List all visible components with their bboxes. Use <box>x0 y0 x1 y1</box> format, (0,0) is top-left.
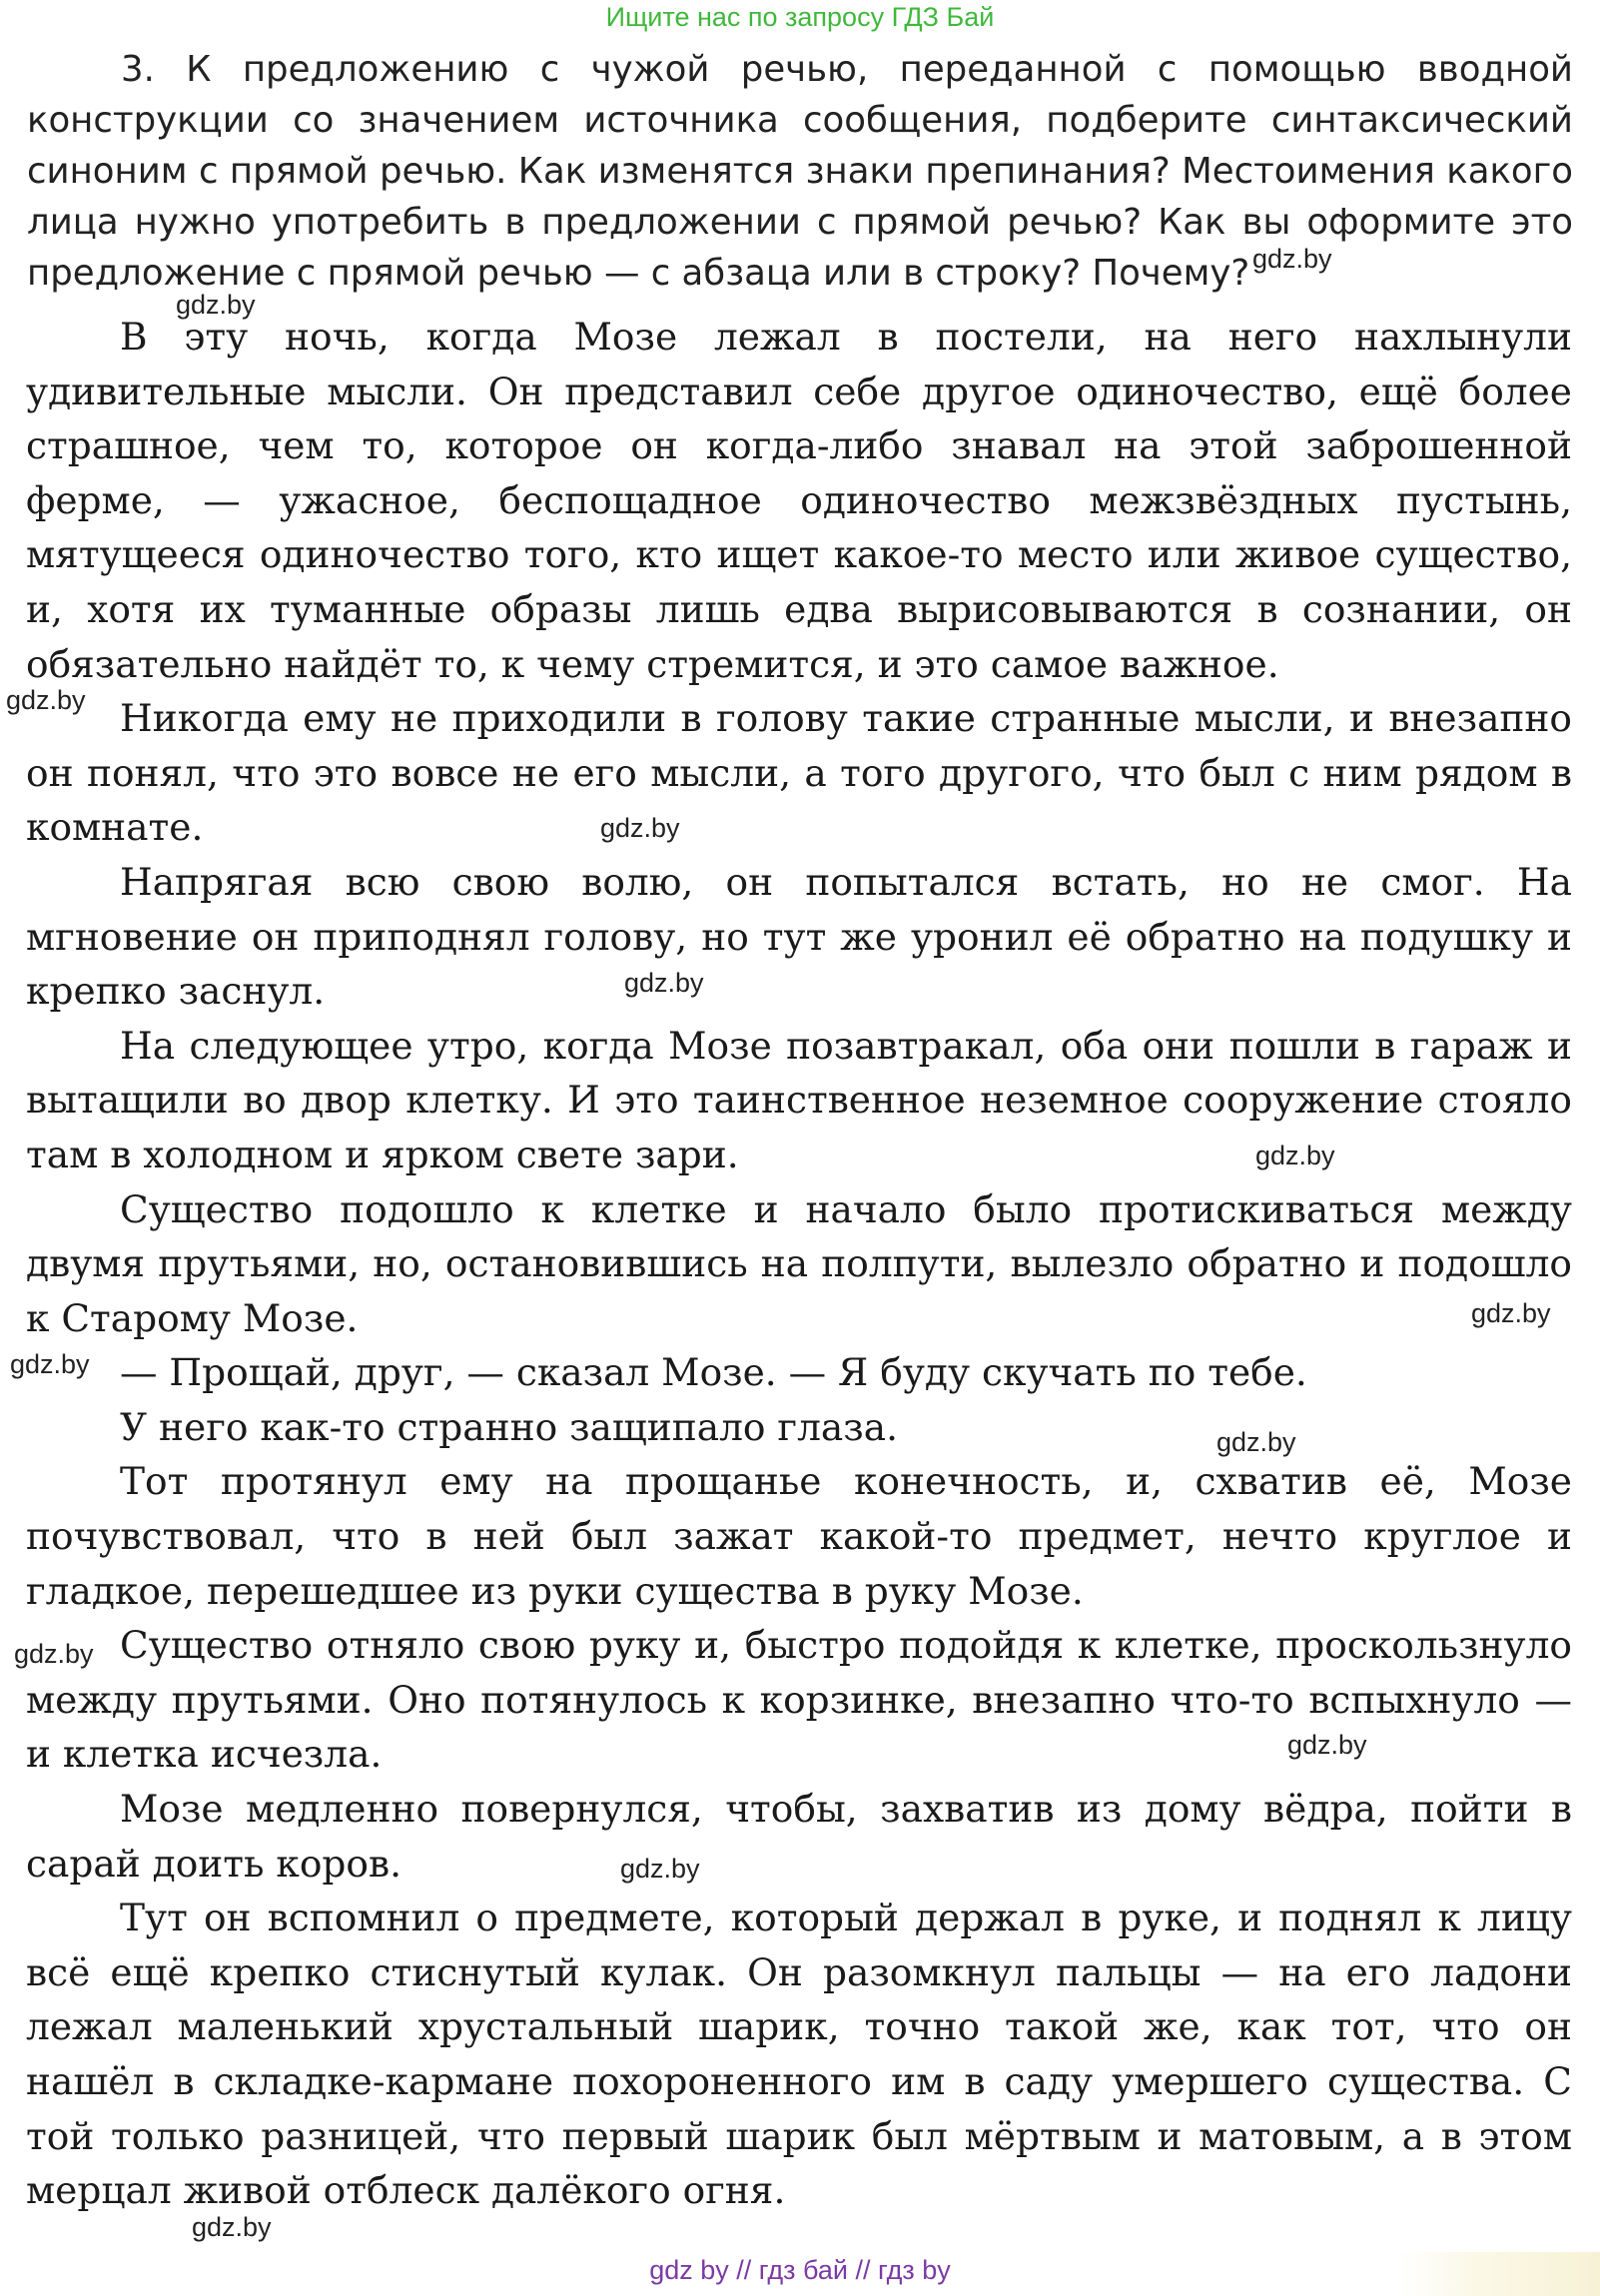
paragraph: Напрягая всю свою волю, он попытался встать, но не смог. На мгновение он приподнял голову, но тут же уронил её обратно на подушку и крепко заснул. <box>26 859 1572 1014</box>
watermark: gdz.by <box>1287 1730 1367 1760</box>
paragraph: Существо отняло свою руку и, быстро подойдя к клетке, проскользнуло между прутьями. Оно потянулось к корзинке, внезапно что-то вспыхнуло — и клетка исчезла. <box>26 1623 1572 1777</box>
watermark: gdz.by <box>1255 1141 1335 1170</box>
paragraph: Тот протянул ему на прощанье конечность, и, схватив её, Мозе почувствовал, что в ней был зажат какой-то предмет, нечто круглое и гладкое, перешедшее из руки существа в руку Мозе. <box>26 1459 1572 1613</box>
paragraph: Мозе медленно повернулся, чтобы, захватив из дому вёдра, пойти в сарай доить коров. <box>26 1787 1572 1886</box>
paragraph: Тут он вспомнил о предмете, который держал в руке, и поднял к лицу всё ещё крепко стиснутый кулак. Он разомкнул пальцы — на его ладони лежал маленький хрустальный шарик, точно такой же, как тот, что он нашёл в складке-кармане похороненного им в саду умершего существа. С той только разницей, что первый шарик был мёртвым и матовым, а в этом мерцал живой отблеск далёкого огня. <box>26 1896 1572 2213</box>
watermark: gdz.by <box>14 1639 94 1669</box>
top-banner: Ищите нас по запросу ГДЗ Бай <box>605 2 995 32</box>
watermark: gdz.by <box>176 290 256 320</box>
watermark: gdz.by <box>1471 1298 1551 1328</box>
watermark: gdz.by <box>600 813 680 843</box>
paragraph: Никогда ему не приходили в голову такие странные мысли, и внезапно он понял, что это вовсе не его мысли, а того другого, что был с ним рядом в комнате. <box>26 696 1572 850</box>
story-text <box>26 310 1572 2218</box>
watermark: gdz.by <box>624 968 704 998</box>
watermark: gdz.by <box>1216 1427 1296 1457</box>
watermark: gdz.by <box>192 2212 272 2242</box>
paragraph: На следующее утро, когда Мозе позавтракал, оба они пошли в гараж и вытащили во двор клетку. И это таинственное неземное сооружение стояло там в холодном и ярком свете зари. <box>26 1023 1572 1176</box>
paragraph: — Прощай, друг, — сказал Мозе. — Я буду скучать по тебе. <box>120 1350 1307 1395</box>
watermark: gdz.by <box>1252 244 1332 274</box>
task-3: 3. К предложению с чужой речью, переданной с помощью вводной конструкции со значением источника сообщения, подберите синтаксический синоним с прямой речью. Как изменятся знаки препинания? Местоимения какого лица нужно употребить в предложении с прямой речью? Как вы оформите это предложение с прямой речью — с абзаца или в строку? Почему? <box>27 49 1573 294</box>
footer-banner: gdz by // гдз бай // гдз by <box>649 2255 951 2285</box>
paragraph: У него как-то странно защипало глаза. <box>120 1404 898 1449</box>
watermark: gdz.by <box>10 1349 90 1379</box>
paragraph: В эту ночь, когда Мозе лежал в постели, на него нахлынули удивительные мысли. Он представил себе другое одиночество, ещё более страшное, чем то, которое он когда-либо знавал на этой заброшенной ферме, — ужасное, беспощадное одиночество межзвёздных пустынь, мятущееся одиночество того, кто ищет какое-то место или живое существо, и, хотя их туманные образы лишь едва вырисовываются в сознании, он обязательно найдёт то, к чему стремится, и это самое важное. <box>26 315 1572 686</box>
paragraph: Существо подошло к клетке и начало было протискиваться между двумя прутьями, но, остановившись на полпути, вылезло обратно и подошло к Старому Мозе. <box>26 1186 1572 1340</box>
watermark: gdz.by <box>6 685 86 715</box>
watermark: gdz.by <box>620 1854 700 1884</box>
